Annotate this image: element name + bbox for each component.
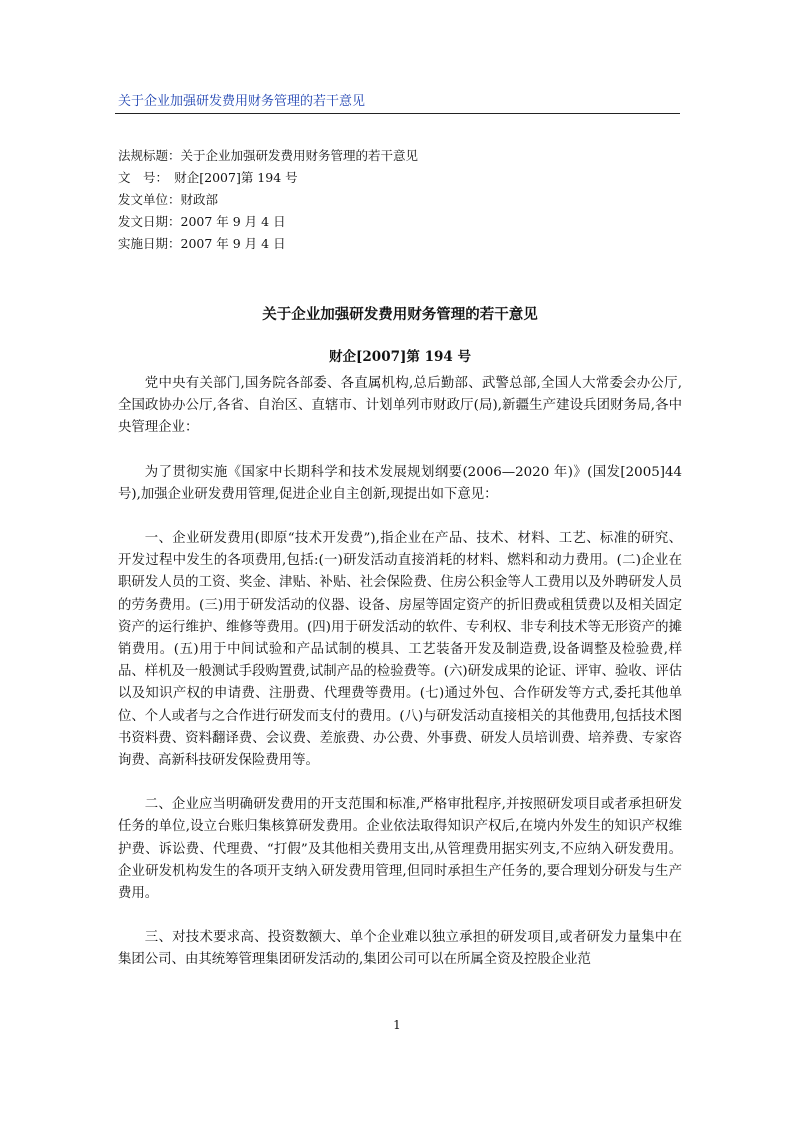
page-number: 1 [393, 1018, 401, 1032]
paragraph-preamble: 为了贯彻实施《国家中长期科学和技术发展规划纲要(2006—2020 年)》(国发[2005]44 号),加强企业研发费用管理,促进企业自主创新,现提出如下意见： [118, 464, 682, 502]
regulation-metadata [118, 145, 678, 255]
document-body [118, 373, 682, 994]
meta-issue-date: 发文日期：2007 年 9 月 4 日 [118, 214, 286, 229]
meta-effective-date: 实施日期：2007 年 9 月 4 日 [118, 236, 286, 251]
document-title: 关于企业加强研发费用财务管理的若干意见 [262, 306, 538, 323]
meta-document-number: 文 号： 财企[2007]第 194 号 [118, 170, 298, 185]
document-number: 财企[2007]第 194 号 [329, 349, 471, 365]
paragraph-addressees: 党中央有关部门,国务院各部委、各直属机构,总后勤部、武警总部,全国人大常委会办公厅,全国政协办公厅,各省、自治区、直辖市、计划单列市财政厅(局),新疆生产建设兵团财务局,各中央管理企业： [118, 376, 682, 436]
paragraph-article-2: 二、企业应当明确研发费用的开支范围和标准,严格审批程序,并按照研发项目或者承担研发任务的单位,设立台账归集核算研发费用。企业依法取得知识产权后,在境内外发生的知识产权维护费、诉讼费、代理费、“打假”及其他相关费用支出,从管理费用据实列支,不应纳入研发费用。企业研发机构发生的各项开支纳入研发费用管理,但同时承担生产任务的,要合理划分研发与生产费用。 [118, 797, 682, 902]
meta-regulation-title: 法规标题：关于企业加强研发费用财务管理的若干意见 [118, 148, 419, 163]
paragraph-article-3: 三、对技术要求高、投资数额大、单个企业难以独立承担的研发项目,或者研发力量集中在集团公司、由其统筹管理集团研发活动的,集团公司可以在所属全资及控股企业范 [118, 930, 682, 968]
meta-issuing-unit: 发文单位：财政部 [118, 192, 219, 207]
running-header: 关于企业加强研发费用财务管理的若干意见 [118, 94, 366, 109]
paragraph-article-1: 一、企业研发费用(即原“技术开发费”),指企业在产品、技术、材料、工艺、标准的研究、开发过程中发生的各项费用,包括:(一)研发活动直接消耗的材料、燃料和动力费用。(二)企业在职研发人员的工资、奖金、津贴、补贴、社会保险费、住房公积金等人工费用以及外聘研发人员的劳务费用。(三)用于研发活动的仪器、设备、房屋等固定资产的折旧费或租赁费以及相关固定资产的运行维护、维修等费用。(四)用于研发活动的软件、专利权、非专利技术等无形资产的摊销费用。(五)用于中间试验和产品试制的模具、工艺装备开发及制造费,设备调整及检验费,样品、样机及一般测试手段购置费,试制产品的检验费等。(六)研发成果的论证、评审、验收、评估以及知识产权的申请费、注册费、代理费等费用。(七)通过外包、合作研发等方式,委托其他单位、个人或者与之合作进行研发而支付的费用。(八)与研发活动直接相关的其他费用,包括技术图书资料费、资料翻译费、会议费、差旅费、办公费、外事费、研发人员培训费、培养费、专家咨询费、高新科技研发保险费用等。 [118, 531, 682, 769]
header-rule [115, 113, 680, 114]
